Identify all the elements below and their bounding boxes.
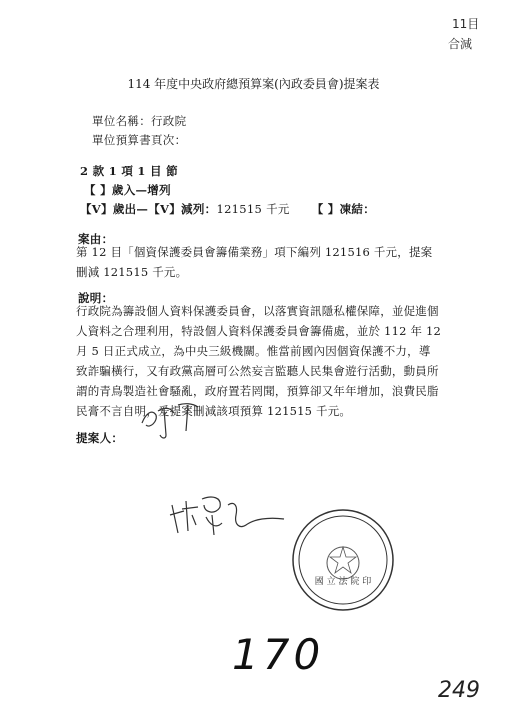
unit-page-label: 單位預算書頁次： — [92, 133, 187, 147]
signature-2 — [168, 485, 288, 545]
option-expense-row — [80, 201, 375, 217]
official-seal-icon — [288, 505, 398, 615]
option-amount: 121515 千元 — [216, 202, 290, 216]
option-freeze: 【 】凍結： — [311, 202, 375, 216]
option-expense-label: 【V】歲出—【V】減列： — [80, 202, 217, 216]
document-title: 114 年度中央政府總預算案(內政委員會)提案表 — [127, 77, 380, 91]
corner-number: 249 — [438, 678, 480, 703]
margin-note-line2: 合減 — [448, 37, 473, 51]
option-income: 【 】歲入—增列 — [84, 183, 171, 197]
margin-note-line1: 11目 — [452, 17, 480, 31]
item-line: 2 款 1 項 1 目 節 — [80, 164, 178, 178]
seal-text: 國 立 法 院 印 — [314, 577, 372, 587]
unit-page-row — [92, 132, 186, 148]
signature-1 — [138, 395, 208, 445]
margin-note — [448, 14, 480, 54]
case-label: 案由： — [78, 232, 114, 246]
handwritten-page-number: 170 — [232, 630, 325, 679]
unit-name-row — [92, 113, 186, 129]
unit-name-value: 行政院 — [151, 114, 187, 128]
unit-name-label: 單位名稱： — [92, 114, 151, 128]
explanation-label: 說明： — [78, 291, 114, 305]
case-text: 第 12 目「個資保護委員會籌備業務」項下編列 121516 千元，提案刪減 121515 千元。 — [76, 245, 433, 279]
explanation-text: 行政院為籌設個人資料保護委員會，以落實資訊隱私權保障，並促進個人資料之合理利用，特設個人資料保護委員會籌備處，並於 112 年 12 月 5 日正式成立，為中央三級機關。惟當前國內因個資保護不力，導致詐騙橫行，又有政黨高層可公然妄言監聽人民集會遊行活動，動員所謂的青鳥製造社會騷亂，政府置若罔聞，預算卻又年年增加，浪費民脂民膏不言自明，爰提案刪減該項預算 121515 千元。 — [76, 304, 442, 418]
proposer-label: 提案人： — [76, 431, 124, 445]
